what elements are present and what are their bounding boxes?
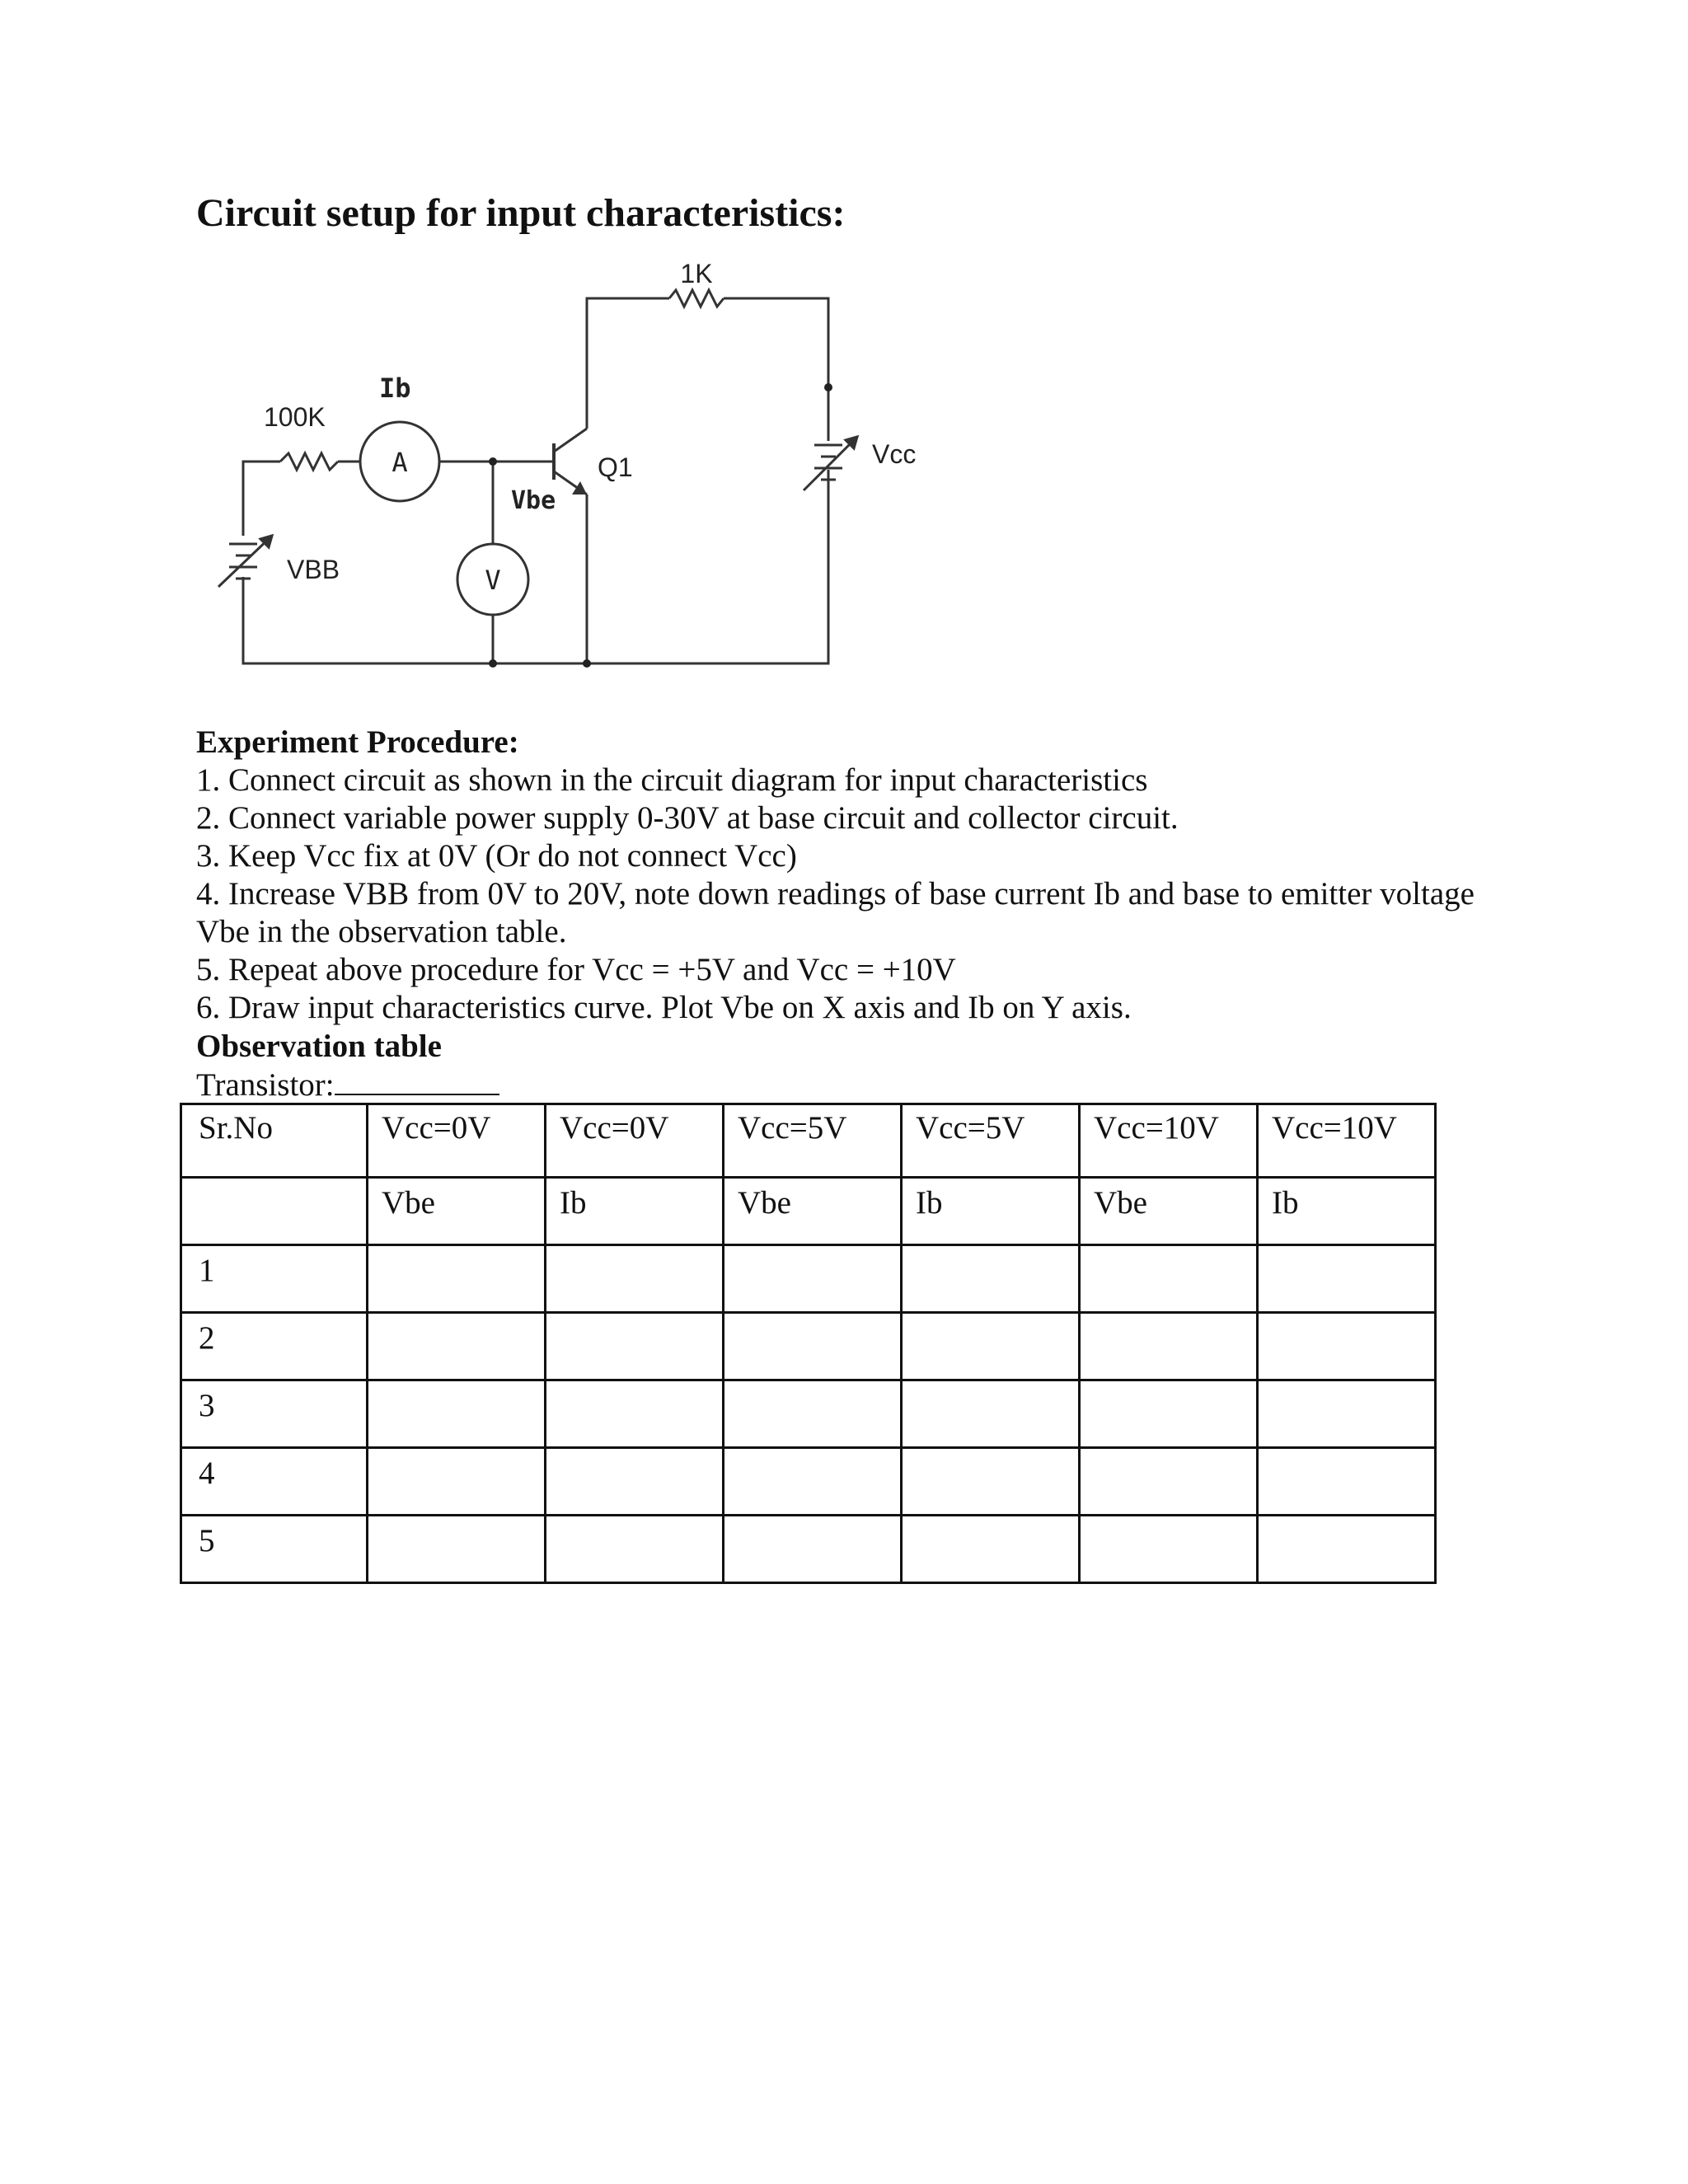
table-cell — [368, 1516, 546, 1583]
table-cell — [1080, 1516, 1258, 1583]
label-vbb: VBB — [287, 555, 340, 584]
label-1k: 1K — [680, 259, 713, 288]
table-header-cell: Vcc=5V — [724, 1104, 902, 1178]
table-cell — [1258, 1245, 1436, 1313]
table-cell — [724, 1516, 902, 1583]
table-cell — [546, 1380, 724, 1448]
label-100k: 100K — [264, 402, 326, 432]
procedure-step-6: 6. Draw input characteristics curve. Plot Vbe on X axis and Ib on Y axis. — [196, 990, 1132, 1025]
table-subheader-cell: Ib — [902, 1178, 1080, 1245]
table-cell — [546, 1245, 724, 1313]
circuit-diagram — [0, 0, 1688, 701]
table-cell — [368, 1380, 546, 1448]
label-ib: Ib — [379, 373, 411, 404]
transistor-blank — [335, 1066, 499, 1095]
table-header-cell: Sr.No — [181, 1104, 368, 1178]
circuit-wires — [243, 290, 828, 663]
transistor-field — [196, 1066, 499, 1104]
label-ammeter: A — [392, 447, 408, 478]
table-cell-srno: 4 — [181, 1448, 368, 1516]
table-cell-srno: 1 — [181, 1245, 368, 1313]
table-cell — [724, 1245, 902, 1313]
table-cell — [902, 1245, 1080, 1313]
table-header-cell: Vcc=0V — [546, 1104, 724, 1178]
table-cell — [1080, 1448, 1258, 1516]
table-subheader-row — [181, 1178, 1436, 1245]
table-header-cell: Vcc=10V — [1258, 1104, 1436, 1178]
table-cell — [1258, 1313, 1436, 1380]
table-row — [181, 1313, 1436, 1380]
vbb-battery-icon — [218, 536, 272, 587]
table-cell-srno: 2 — [181, 1313, 368, 1380]
table-header-row — [181, 1104, 1436, 1178]
table-subheader-cell — [181, 1178, 368, 1245]
table-cell — [368, 1245, 546, 1313]
table-cell — [546, 1448, 724, 1516]
observation-heading: Observation table — [196, 1029, 442, 1064]
table-cell — [1080, 1313, 1258, 1380]
observation-table — [180, 1103, 1437, 1584]
table-subheader-cell: Ib — [1258, 1178, 1436, 1245]
table-cell — [368, 1313, 546, 1380]
table-cell — [368, 1448, 546, 1516]
procedure-step-1: 1. Connect circuit as shown in the circuit diagram for input characteristics — [196, 762, 1148, 798]
label-vbe: Vbe — [511, 486, 556, 515]
table-cell — [902, 1448, 1080, 1516]
resistor-100k — [280, 453, 338, 470]
label-voltmeter: V — [485, 565, 501, 596]
table-row — [181, 1448, 1436, 1516]
table-cell — [1258, 1380, 1436, 1448]
procedure-heading: Experiment Procedure: — [196, 724, 519, 760]
table-cell — [724, 1380, 902, 1448]
table-row — [181, 1516, 1436, 1583]
table-cell-srno: 5 — [181, 1516, 368, 1583]
table-row — [181, 1245, 1436, 1313]
table-subheader-cell: Ib — [546, 1178, 724, 1245]
table-row — [181, 1380, 1436, 1448]
table-cell — [546, 1516, 724, 1583]
label-q1: Q1 — [598, 452, 633, 482]
table-cell — [1258, 1448, 1436, 1516]
label-vcc: Vcc — [872, 439, 917, 469]
table-cell — [1258, 1516, 1436, 1583]
table-cell — [724, 1313, 902, 1380]
table-cell — [1080, 1380, 1258, 1448]
procedure-section — [196, 724, 1482, 1027]
table-cell — [902, 1516, 1080, 1583]
table-cell-srno: 3 — [181, 1380, 368, 1448]
procedure-step-5: 5. Repeat above procedure for Vcc = +5V and Vcc = +10V — [196, 952, 956, 987]
junction-dots — [489, 383, 832, 668]
table-subheader-cell: Vbe — [724, 1178, 902, 1245]
table-cell — [546, 1313, 724, 1380]
resistor-1k — [669, 290, 724, 307]
table-header-cell: Vcc=5V — [902, 1104, 1080, 1178]
table-cell — [902, 1380, 1080, 1448]
vcc-battery-icon — [804, 437, 857, 490]
emitter-arrow-icon — [572, 481, 587, 494]
procedure-step-4: 4. Increase VBB from 0V to 20V, note down readings of base current Ib and base to emitter voltage Vbe in the observation table. — [196, 876, 1475, 949]
table-header-cell: Vcc=0V — [368, 1104, 546, 1178]
table-header-cell: Vcc=10V — [1080, 1104, 1258, 1178]
table-cell — [724, 1448, 902, 1516]
table-subheader-cell: Vbe — [368, 1178, 546, 1245]
page-title: Circuit setup for input characteristics: — [196, 191, 846, 235]
table-subheader-cell: Vbe — [1080, 1178, 1258, 1245]
table-cell — [902, 1313, 1080, 1380]
table-cell — [1080, 1245, 1258, 1313]
procedure-step-3: 3. Keep Vcc fix at 0V (Or do not connect Vcc) — [196, 838, 797, 874]
transistor-label: Transistor: — [196, 1067, 335, 1103]
procedure-step-2: 2. Connect variable power supply 0-30V at base circuit and collector circuit. — [196, 800, 1179, 836]
